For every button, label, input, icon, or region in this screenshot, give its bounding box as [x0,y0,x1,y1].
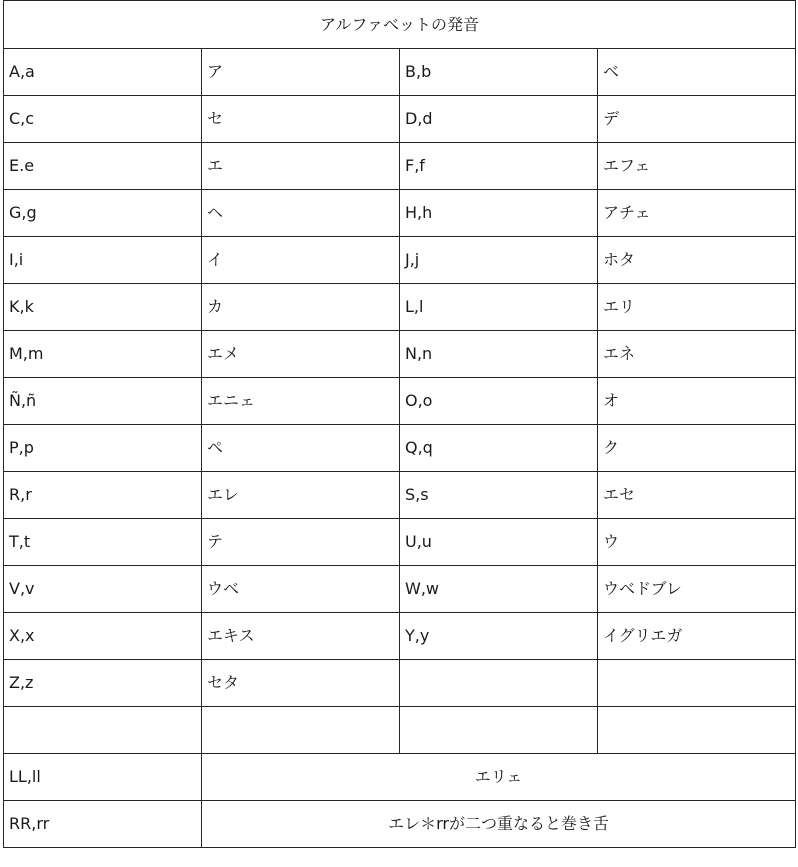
letter-cell: X,x [4,613,202,660]
letter-cell [400,660,598,707]
pronunciation-cell: ウベ [202,566,400,613]
table-row [4,519,796,566]
letter-cell: D,d [400,96,598,143]
letter-cell: RR,rr [4,801,202,848]
double-letter-row [4,801,796,848]
pronunciation-cell [598,660,796,707]
table-row [4,331,796,378]
letter-cell: Z,z [4,660,202,707]
letter-cell: B,b [400,49,598,96]
letter-cell: T,t [4,519,202,566]
letter-cell: C,c [4,96,202,143]
pronunciation-cell: アチェ [598,190,796,237]
pronunciation-cell: エレ [202,472,400,519]
pronunciation-cell: エリェ [202,754,796,801]
pronunciation-cell: エフェ [598,143,796,190]
pronunciation-cell [598,707,796,754]
pronunciation-cell: ウベドブレ [598,566,796,613]
letter-cell: P,p [4,425,202,472]
pronunciation-cell: エネ [598,331,796,378]
table-row [4,566,796,613]
pronunciation-cell: エニェ [202,378,400,425]
table-row [4,425,796,472]
pronunciation-cell: ベ [598,49,796,96]
pronunciation-cell: ペ [202,425,400,472]
table-row [4,613,796,660]
letter-cell: V,v [4,566,202,613]
table-row [4,660,796,707]
letter-cell: Q,q [400,425,598,472]
table-row [4,378,796,425]
table-title: アルファベットの発音 [4,1,796,49]
table-row [4,190,796,237]
letter-cell: R,r [4,472,202,519]
letter-cell: A,a [4,49,202,96]
letter-cell: I,i [4,237,202,284]
letter-cell: Ñ,ñ [4,378,202,425]
pronunciation-cell: オ [598,378,796,425]
letter-cell: J,j [400,237,598,284]
letter-cell: S,s [400,472,598,519]
table-row [4,284,796,331]
pronunciation-cell: ア [202,49,400,96]
title-row [4,1,796,49]
pronunciation-cell: エメ [202,331,400,378]
letter-cell: H,h [400,190,598,237]
table-row [4,472,796,519]
double-letter-row [4,754,796,801]
table-row [4,96,796,143]
pronunciation-cell: カ [202,284,400,331]
letter-cell: W,w [400,566,598,613]
letter-cell: Y,y [400,613,598,660]
table-row [4,143,796,190]
pronunciation-cell: エセ [598,472,796,519]
pronunciation-cell: エリ [598,284,796,331]
letter-cell [400,707,598,754]
pronunciation-cell: ホタ [598,237,796,284]
pronunciation-cell: テ [202,519,400,566]
pronunciation-cell: イ [202,237,400,284]
pronunciation-cell: エ [202,143,400,190]
pronunciation-cell: デ [598,96,796,143]
pronunciation-cell: イグリエガ [598,613,796,660]
pronunciation-cell: エキス [202,613,400,660]
letter-cell: O,o [400,378,598,425]
letter-cell [4,707,202,754]
pronunciation-cell: セタ [202,660,400,707]
letter-cell: G,g [4,190,202,237]
table-row [4,237,796,284]
letter-cell: N,n [400,331,598,378]
letter-cell: U,u [400,519,598,566]
letter-cell: M,m [4,331,202,378]
table-row [4,707,796,754]
pronunciation-cell [202,707,400,754]
pronunciation-cell: エレ＊rrが二つ重なると巻き舌 [202,801,796,848]
letter-cell: E.e [4,143,202,190]
pronunciation-cell: ウ [598,519,796,566]
letter-cell: LL,ll [4,754,202,801]
letter-cell: K,k [4,284,202,331]
letter-cell: L,l [400,284,598,331]
pronunciation-cell: ヘ [202,190,400,237]
letter-cell: F,f [400,143,598,190]
pronunciation-cell: ク [598,425,796,472]
table-row [4,49,796,96]
pronunciation-cell: セ [202,96,400,143]
alphabet-pronunciation-table [3,0,796,848]
